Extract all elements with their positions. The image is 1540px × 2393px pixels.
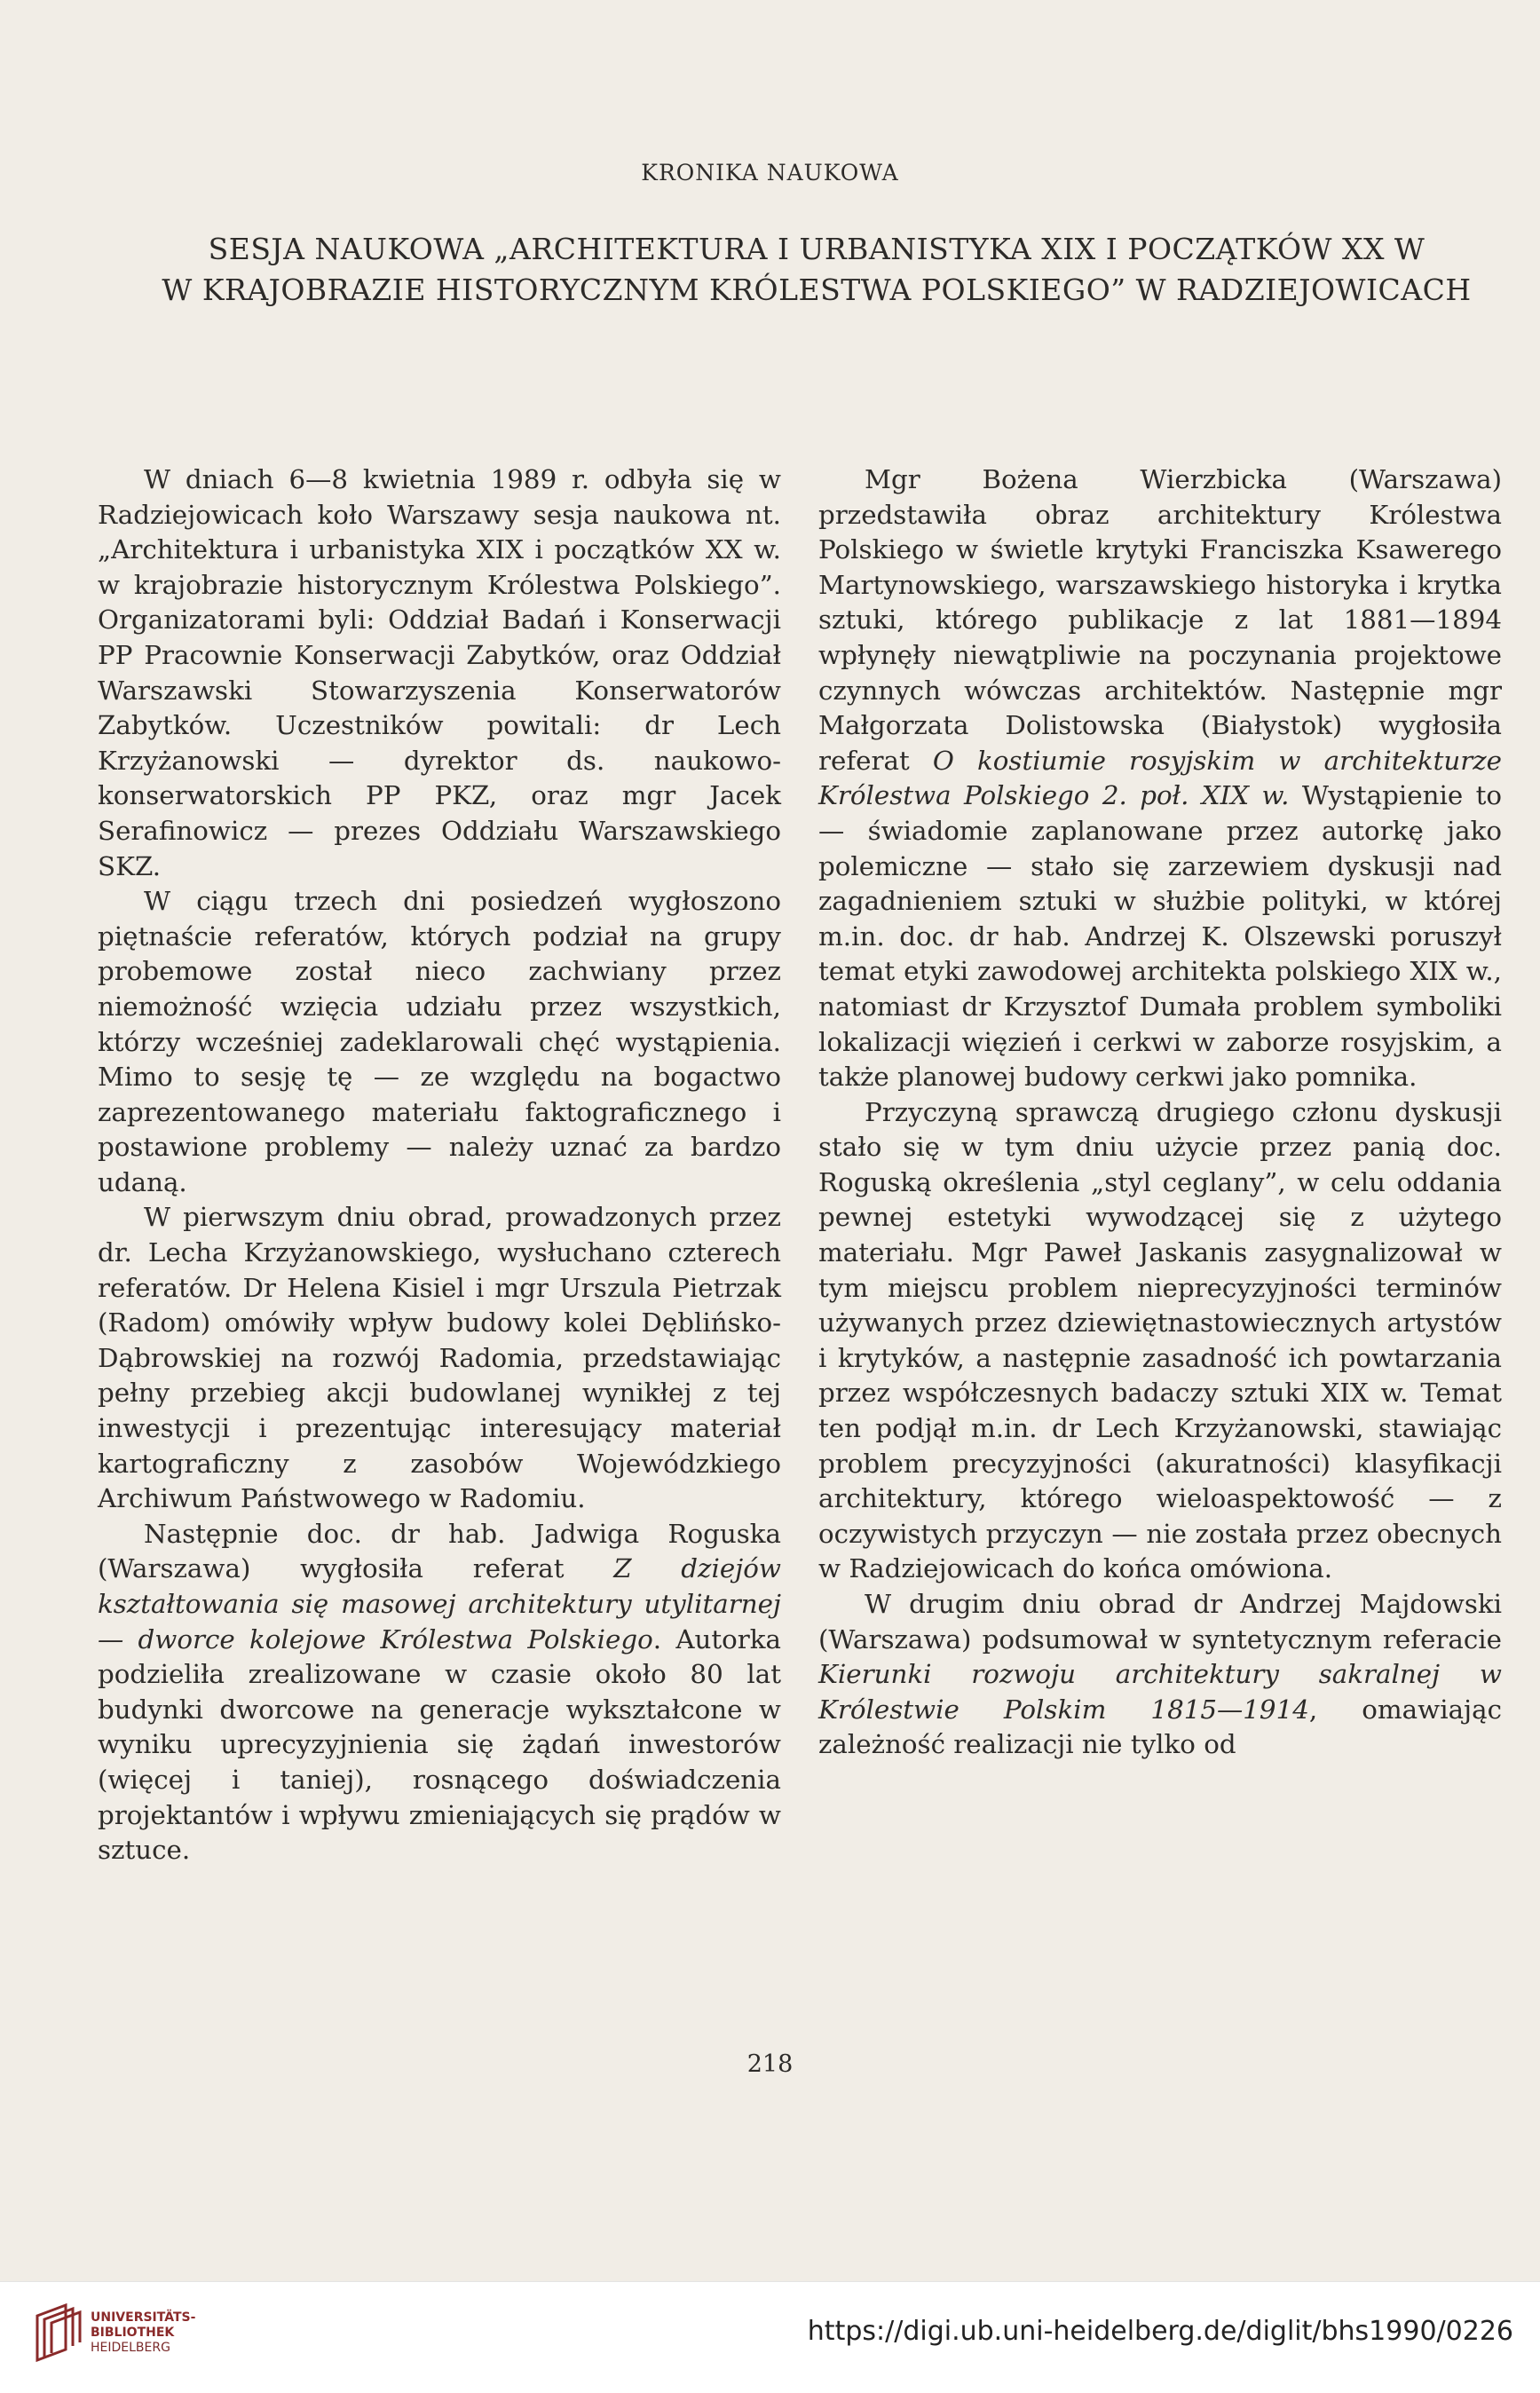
article-title [124,229,1509,311]
permalink-url[interactable]: https://digi.ub.uni-heidelberg.de/diglit/bhs1990/0226 [807,2316,1513,2347]
paragraph: W pierwszym dniu obrad, prowadzonych przez dr. Lecha Krzyżanowskiego, wysłuchano czterech referatów. Dr Helena Kisiel i mgr Urszula Pietrzak (Radom) omówiły wpływ budowy kolei Dęblińsko-Dąbrowskiej na rozwój Radomia, przedstawiając pełny przebieg akcji budowlanej wynikłej z tej inwestycji i prezentując interesujący materiał kartograficzny z zasobów Wojewódzkiego Archiwum Państwowego w Radomiu. [98,1202,781,1514]
library-name [91,2310,195,2356]
paragraph [818,1587,1502,1763]
paragraph: Przyczyną sprawczą drugiego członu dyskusji stało się w tym dniu użycie przez panią doc. Roguską określenia „styl ceglany”, w celu oddania pewnej estetyki wywodzącej się z użytego materiału. Mgr Paweł Jaskanis zasygnalizował w tym miejscu problem nieprecyzyjności terminów używanych przez dziewiętnastowiecznych artystów i krytyków, a następnie zasadność ich powtarzania przez współczesnych badaczy sztuki XIX w. Temat ten podjął m.in. dr Lech Krzyżanowski, stawiając problem precyzyjności (akuratności) klasyfikacji architektury, którego wieloaspektowość — z oczywistych przyczyn — nie została przez obecnych w Radziejowicach do końca omówiona. [818,1096,1502,1584]
text-run: Mgr Bożena Wierzbicka (Warszawa) przedstawiła obraz architektury Królestwa Polskiego w świetle krytyki Franciszka Ksawerego Martynowskiego, warszawskiego historyka i krytka sztuki, którego publikacje z lat 1881—1894 wpłynęły niewątpliwie na poczynania projektowe czynnych wówczas architektów. Następnie mgr Małgorzata Dolistowska (Białystok) wygłosiła referat [818,464,1502,776]
title-line-2: W KRAJOBRAZIE HISTORYCZNYM KRÓLESTWA POLSKIEGO” W RADZIEJOWICACH [162,272,1472,307]
paragraph [818,462,1502,1095]
viewer-footer [0,2281,1540,2393]
page-number: 218 [746,2050,794,2078]
library-name-line: UNIVERSITÄTS- [91,2310,196,2325]
paragraph: W dniach 6—8 kwietnia 1989 r. odbyła się w Radziejowicach koło Warszawy sesja naukowa nt. „Architektura i urbanistyka XIX i początków XX w. w krajobrazie historycznym Królestwa Polskiego”. Organizatorami byli: Oddział Badań i Konserwacji PP Pracownie Konserwacji Zabytków, oraz Oddział Warszawski Stowarzyszenia Konserwatorów Zabytków. Uczestników powitali: dr Lech Krzyżanowski — dyrektor ds. naukowo-konserwatorskich PP PKZ, oraz mgr Jacek Serafinowicz — prezes Oddziału Warszawskiego SKZ. [98,464,781,881]
library-logo-icon [30,2298,83,2369]
left-column [98,462,781,1868]
text-run: Wystąpienie to — świadomie zaplanowane przez autorkę jako polemiczne — stało się zarzewiem dyskusji nad zagadnieniem sztuki w służbie polityki, w której m.in. doc. dr hab. Andrzej K. Olszewski poruszył temat etyki zawodowej architekta polskiego XIX w., natomiast dr Krzysztof Dumała problem symboliki lokalizacji więzień i cerkwi w zaborze rosyjskim, a także planowej budowy cerkwi jako pomnika. [818,780,1502,1093]
library-name-line: BIBLIOTHEK [91,2326,175,2340]
text-run: , omawiając zależność realizacji nie tylko od [818,1694,1502,1760]
text-run: Następnie doc. dr hab. Jadwiga Roguska (Warszawa) wygłosiła referat [98,1518,781,1584]
right-column [818,462,1502,1763]
italic-title: Kierunki rozwoju architektury sakralnej w Królestwie Polskim 1815—1914 [818,1659,1502,1725]
text-run: . Autorka podzieliła zrealizowane w czasie około 80 lat budynki dworcowe na generacje wykształcone w wyniku uprecyzyjnienia się żądań inwestorów (więcej i taniej), rosnącego doświadczenia projektantów i wpływu zmieniających się prądów w sztuce. [98,1623,781,1866]
running-head: KRONIKA NAUKOWA [641,160,899,186]
library-name-line: HEIDELBERG [91,2341,170,2355]
title-line-1: SESJA NAUKOWA „ARCHITEKTURA I URBANISTYKA XIX I POCZĄTKÓW XX W [208,232,1425,266]
paragraph: W ciągu trzech dni posiedzeń wygłoszono piętnaście referatów, których podział na grupy probemowe został nieco zachwiany przez niemożność wzięcia udziału przez wszystkich, którzy wcześniej zadeklarowali chęć wystąpienia. Mimo to sesję tę — ze względu na bogactwo zaprezentowanego materiału faktograficznego i postawione problemy — należy uznać za bardzo udaną. [98,886,781,1197]
text-run: W drugim dniu obrad dr Andrzej Majdowski (Warszawa) podsumował w syntetycznym referacie [818,1589,1502,1655]
italic-title: O kostiumie rosyjskim w architekturze Królestwa Polskiego 2. poł. XIX w. [818,745,1502,811]
paragraph [98,1517,781,1868]
italic-title: Z dziejów kształtowania się masowej architektury utylitarnej — dworce kolejowe Królestwa Polskiego [98,1553,781,1655]
